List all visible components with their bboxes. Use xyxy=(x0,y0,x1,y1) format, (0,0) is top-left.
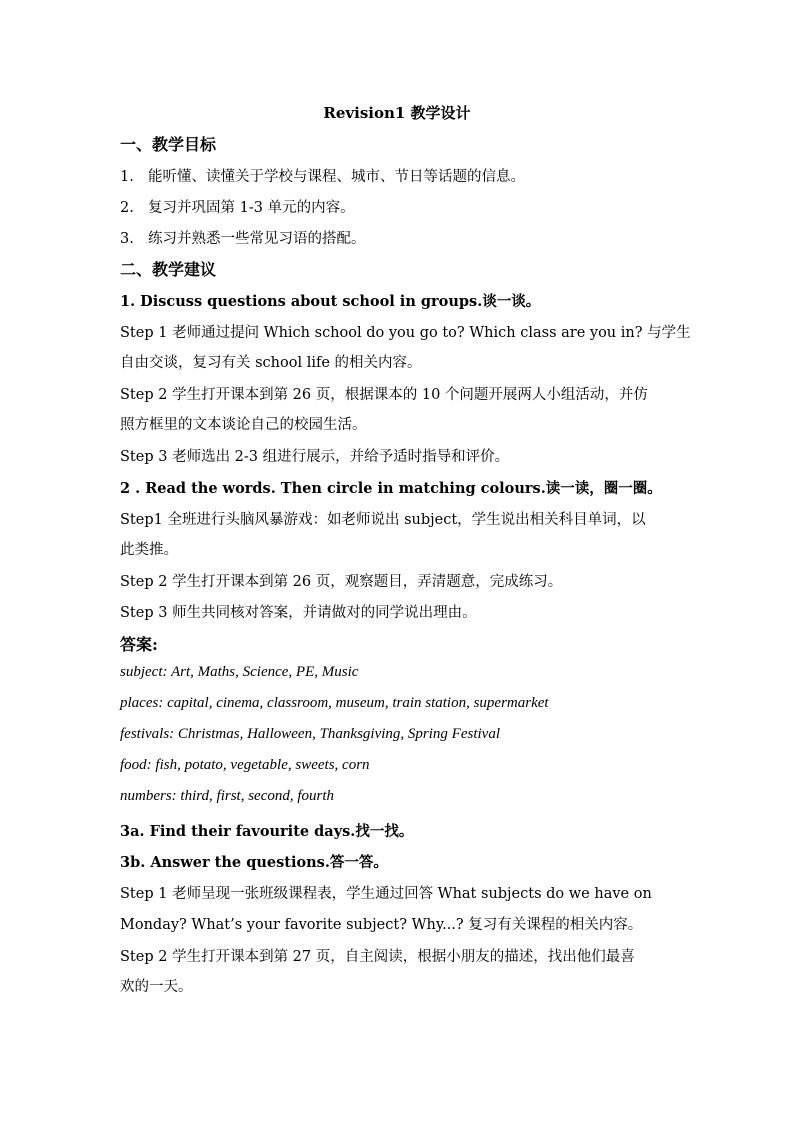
task-title: 3a. Find their favourite days.找一找。 xyxy=(120,823,414,840)
objective-text: 复习并巩固第 1-3 单元的内容。 xyxy=(148,200,355,216)
step-text: Step 2 学生打开课本到第 27 页，自主阅读，根据小朋友的描述，找出他们最喜 xyxy=(120,949,635,965)
objective-item xyxy=(120,165,525,186)
step-text: Step1 全班进行头脑风暴游戏：如老师说出 subject，学生说出相关科目单词，以 xyxy=(120,512,646,528)
step-text: Step 1 老师通过提问 Which school do you go to? Which class are you in? 与学生 xyxy=(120,325,691,341)
objective-text: 练习并熟悉一些常见习语的搭配。 xyxy=(148,231,366,247)
section-heading-suggestions: 二、教学建议 xyxy=(120,260,217,279)
answer-line: numbers: third, first, second, fourth xyxy=(120,788,335,804)
step-text: 自由交谈，复习有关 school life 的相关内容。 xyxy=(120,355,422,371)
step-text: Step 2 学生打开课本到第 26 页，观察题目，弄清题意，完成练习。 xyxy=(120,574,563,590)
task-title: 3b. Answer the questions.答一答。 xyxy=(120,854,388,871)
step-text: Step 1 老师呈现一张班级课程表，学生通过回答 What subjects do we have on xyxy=(120,886,652,902)
task-title: 2 . Read the words. Then circle in matching colours.读一读，圈一圈。 xyxy=(120,480,662,497)
step-text: Step 3 师生共同核对答案，并请做对的同学说出理由。 xyxy=(120,605,477,621)
step-text: 此类推。 xyxy=(120,542,178,558)
section-heading-objectives: 一、教学目标 xyxy=(120,135,217,154)
step-text: Step 3 老师选出 2-3 组进行展示，并给予适时指导和评价。 xyxy=(120,449,510,465)
answer-line: subject: Art, Maths, Science, PE, Music xyxy=(120,664,359,680)
objective-number: 2. xyxy=(120,200,134,216)
answer-line: places: capital, cinema, classroom, museum, train station, supermarket xyxy=(120,695,549,711)
answer-heading: 答案: xyxy=(120,635,158,654)
answer-line: festivals: Christmas, Halloween, Thanksgiving, Spring Festival xyxy=(120,726,500,742)
step-text: 照方框里的文本谈论自己的校园生活。 xyxy=(120,417,367,433)
step-text: Step 2 学生打开课本到第 26 页，根据课本的 10 个问题开展两人小组活动，并仿 xyxy=(120,387,648,403)
document-title: Revision1 教学设计 xyxy=(323,104,471,122)
step-text: Monday? What’s your favorite subject? Why...? 复习有关课程的相关内容。 xyxy=(120,917,643,933)
objective-number: 3. xyxy=(120,231,134,247)
step-text: 欢的一天。 xyxy=(120,979,193,995)
objective-item xyxy=(120,196,355,217)
answer-line: food: fish, potato, vegetable, sweets, corn xyxy=(120,757,370,773)
objective-text: 能听懂、读懂关于学校与课程、城市、节日等话题的信息。 xyxy=(148,169,525,185)
objective-number: 1. xyxy=(120,169,134,185)
objective-item xyxy=(120,227,366,248)
task-title: 1. Discuss questions about school in groups.谈一谈。 xyxy=(120,293,541,310)
